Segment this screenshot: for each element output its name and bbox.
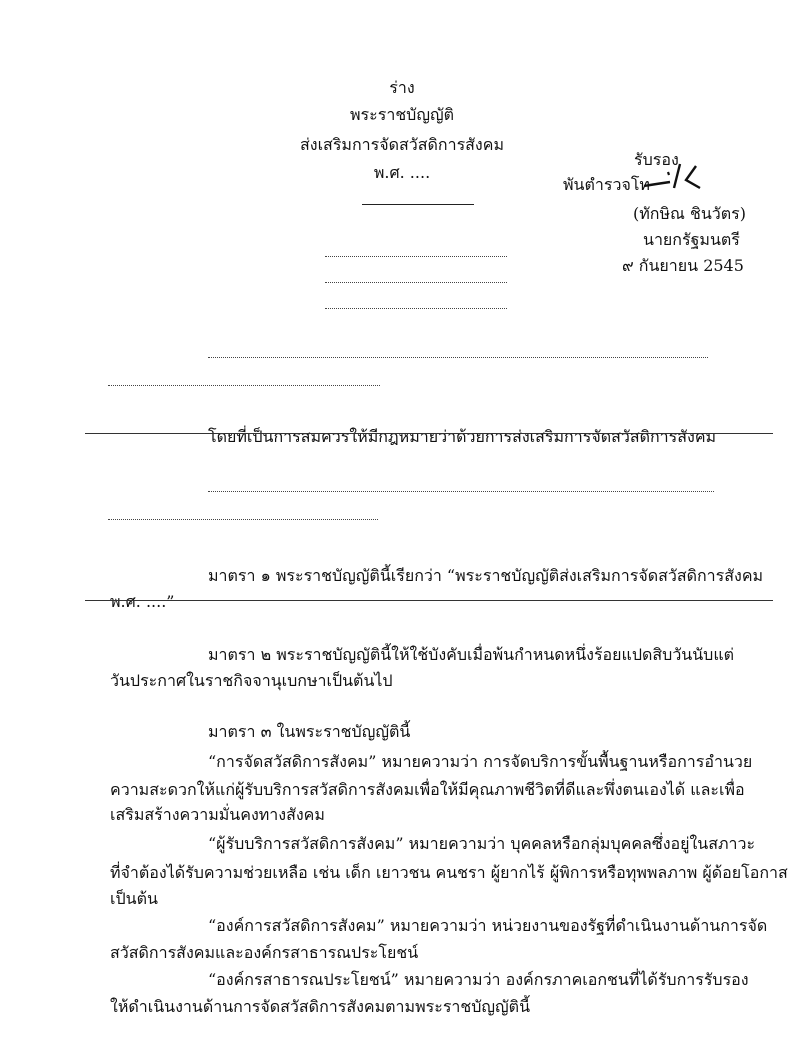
definition-1-line-2: ความสะดวกให้แก่ผู้รับบริการสวัสดิการสังคมเพื่อให้มีคุณภาพชีวิตที่ดีและพึ่งตนเองได้ และเพื่อ	[110, 780, 745, 799]
signer-rank: พันตำรวจโท	[563, 175, 650, 194]
section-1-strikethrough	[85, 600, 773, 601]
preamble-strikethrough	[85, 433, 773, 434]
certify-label: รับรอง	[634, 150, 679, 169]
signature-mark	[640, 160, 710, 196]
act-title: ส่งเสริมการจัดสวัสดิการสังคม	[300, 135, 504, 154]
definition-4-line-2: ให้ดำเนินงานด้านการจัดสวัสดิการสังคมตามพระราชบัญญัตินี้	[110, 997, 530, 1016]
definition-3-line-2: สวัสดิการสังคมและองค์กรสาธารณประโยชน์	[110, 943, 419, 962]
enactment-blank-line	[325, 308, 507, 309]
section-1-line-2: พ.ศ. ....”	[110, 592, 175, 611]
signer-position: นายกรัฐมนตรี	[643, 230, 740, 249]
draft-label: ร่าง	[389, 78, 415, 97]
definition-2-line-3: เป็นต้น	[110, 889, 158, 908]
definition-2-line-2: ที่จำต้องได้รับความช่วยเหลือ เช่น เด็ก เยาวชน คนชรา ผู้ยากไร้ ผู้พิการหรือทุพพลภาพ ผู้ด้อยโอกาส	[110, 863, 788, 882]
blank-line	[208, 491, 714, 492]
title-underline	[362, 204, 474, 205]
definition-2-line-1: “ผู้รับบริการสวัสดิการสังคม” หมายความว่า บุคคลหรือกลุ่มบุคคลซึ่งอยู่ในสภาวะ	[208, 834, 756, 853]
enactment-blank-line	[325, 282, 507, 283]
blank-line	[208, 357, 708, 358]
preamble: โดยที่เป็นการสมควรให้มีกฎหมายว่าด้วยการส่งเสริมการจัดสวัสดิการสังคม	[208, 427, 717, 446]
blank-line	[108, 519, 378, 520]
enactment-blank-line	[325, 256, 507, 257]
blank-line	[108, 385, 380, 386]
section-2-line-2: วันประกาศในราชกิจจานุเบกษาเป็นต้นไป	[110, 671, 393, 690]
definition-1-line-3: เสริมสร้างความมั่นคงทางสังคม	[110, 805, 325, 824]
signer-name: (ทักษิณ ชินวัตร)	[633, 204, 746, 223]
act-type: พระราชบัญญัติ	[350, 105, 454, 124]
act-year: พ.ศ. ....	[373, 163, 431, 182]
definition-4-line-1: “องค์กรสาธารณประโยชน์” หมายความว่า องค์กรภาคเอกชนที่ได้รับการรับรอง	[208, 970, 749, 989]
definition-3-line-1: “องค์การสวัสดิการสังคม” หมายความว่า หน่วยงานของรัฐที่ดำเนินงานด้านการจัด	[208, 916, 768, 935]
section-1-line-1: มาตรา ๑ พระราชบัญญัตินี้เรียกว่า “พระราชบัญญัติส่งเสริมการจัดสวัสดิการสังคม	[208, 566, 764, 585]
approval-date: ๙ กันยายน 2545	[622, 256, 744, 275]
section-3-heading: มาตรา ๓ ในพระราชบัญญัตินี้	[208, 722, 411, 741]
section-2-line-1: มาตรา ๒ พระราชบัญญัตินี้ให้ใช้บังคับเมื่อพ้นกำหนดหนึ่งร้อยแปดสิบวันนับแต่	[208, 645, 735, 664]
definition-1-line-1: “การจัดสวัสดิการสังคม” หมายความว่า การจัดบริการขั้นพื้นฐานหรือการอำนวย	[208, 752, 753, 771]
